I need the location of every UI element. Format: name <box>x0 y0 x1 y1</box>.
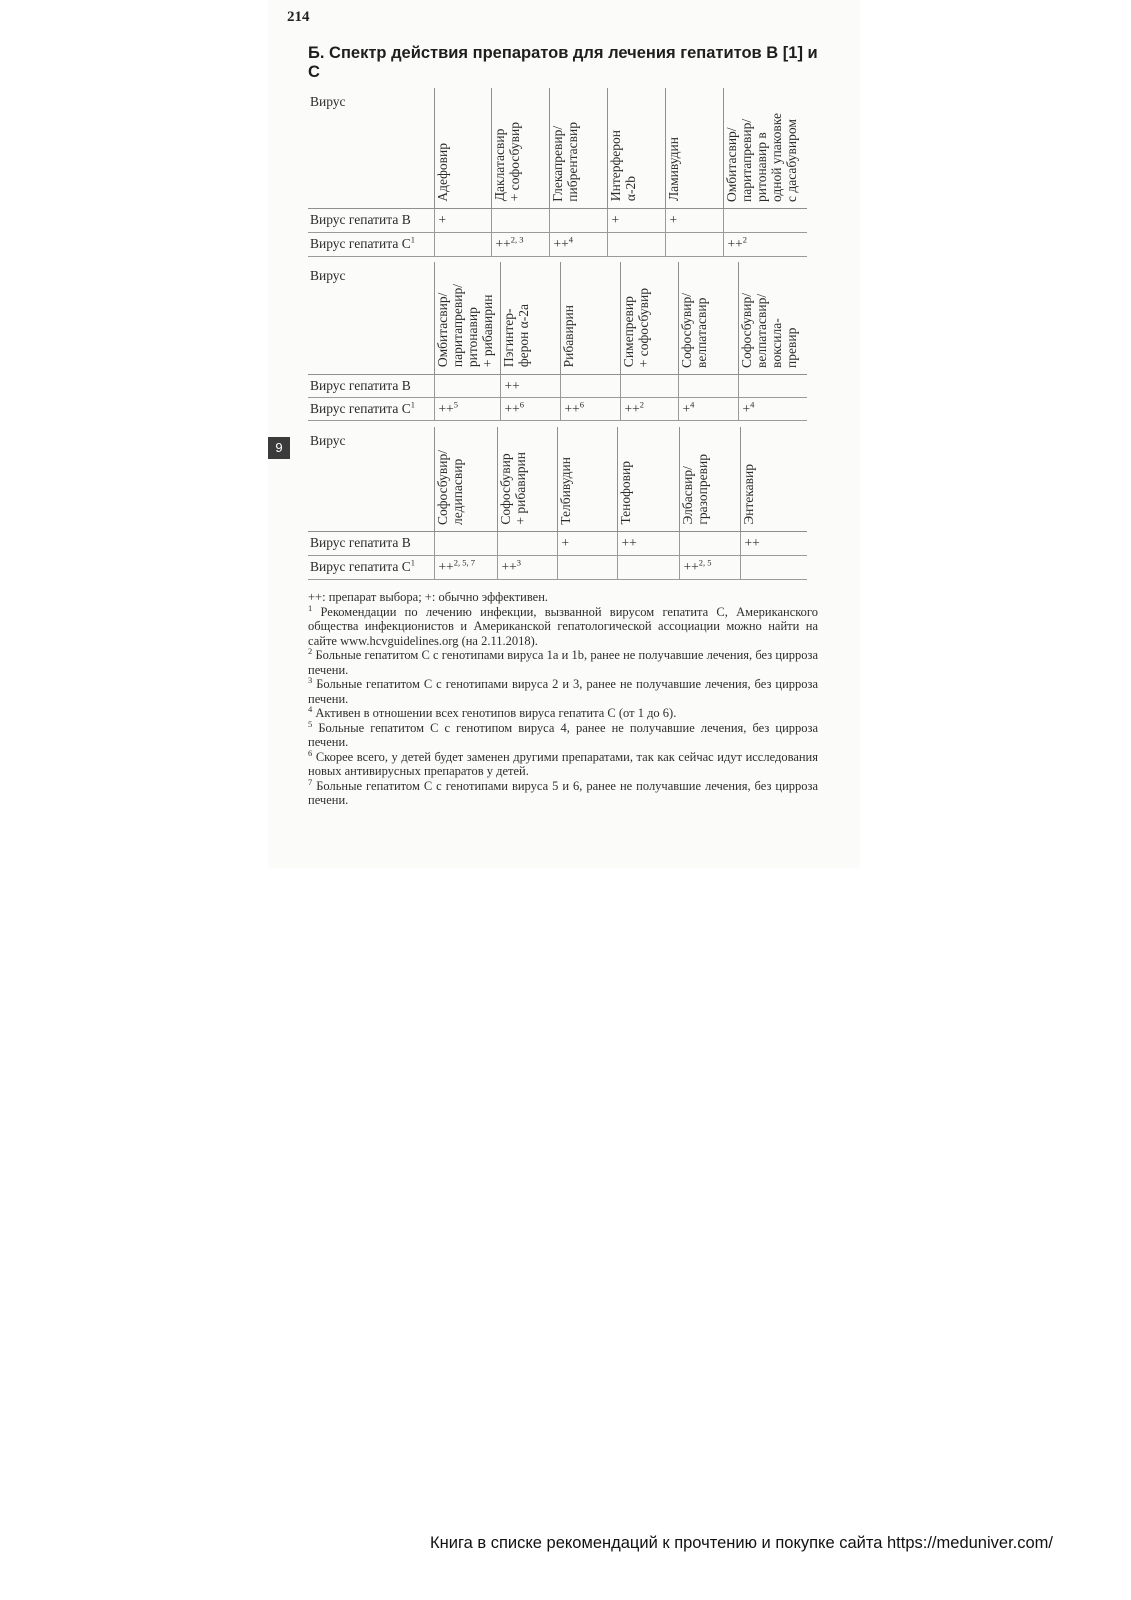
drug-column-header: Энтекавир <box>740 427 807 531</box>
efficacy-cell: ++ <box>617 531 679 555</box>
virus-name-cell: Вирус гепатита С$^1$ <box>308 555 434 579</box>
drug-column-header: Омбитасвир/ паритапревир/ ритонавир + рибавирин <box>434 262 500 374</box>
virus-name-cell: Вирус гепатита С$^1$ <box>308 232 434 256</box>
efficacy-cell: + <box>434 208 491 232</box>
footnote-mark: 7 <box>308 776 313 787</box>
efficacy-cell <box>434 531 497 555</box>
footnote-ref: 4 <box>568 234 573 245</box>
virus-column-header: Вирус <box>308 427 434 531</box>
efficacy-cell <box>434 232 491 256</box>
footnote: $^1$ Рекомендации по лечению инфекции, вызванной вирусом гепатита С, Американского общества инфекционистов и Американской гепатологической ассоциации можно найти на сайте www.hcvguidelines.org (на 2.11.2018). <box>308 602 819 648</box>
drug-column-header: Симепревир + софосбувир <box>620 262 678 374</box>
drug-column-header: Софосбувир/ ледипасвир <box>434 427 497 531</box>
table-header-row <box>308 262 807 374</box>
efficacy-cell: ++$^2$ <box>723 232 807 256</box>
footnote: $^6$ Скорее всего, у детей будет заменен другими препаратами, так как сейчас идут исследования новых антивирусных препаратов у детей. <box>308 747 819 778</box>
drug-column-header: Софосбувир + рибавирин <box>497 427 557 531</box>
footnote: $^7$ Больные гепатитом С с генотипами вируса 5 и 6, ранее не получавшие лечения, без цирроза печени. <box>308 776 818 807</box>
drug-column-header: Рибавирин <box>560 262 620 374</box>
virus-column-header: Вирус <box>308 262 434 374</box>
footnote-ref: 6 <box>519 399 524 409</box>
footnote-ref: 1 <box>410 234 415 245</box>
table-row <box>308 531 807 555</box>
efficacy-cell: ++ <box>740 531 807 555</box>
footnote-ref: 1 <box>410 557 415 568</box>
efficacy-cell <box>497 531 557 555</box>
footnote-ref: 5 <box>453 399 458 409</box>
efficacy-cell: + <box>607 208 665 232</box>
table-row <box>308 232 807 256</box>
virus-name-cell: Вирус гепатита С$^1$ <box>308 397 434 420</box>
drug-column-header: Тенофовир <box>617 427 679 531</box>
footnote-ref: 2 <box>639 399 644 409</box>
efficacy-cell: ++ <box>500 374 560 397</box>
footnote: $^5$ Больные гепатитом С с генотипом вируса 4, ранее не получавшие лечения, без цирроза печени. <box>308 718 818 749</box>
efficacy-cell <box>560 374 620 397</box>
efficacy-cell <box>738 374 807 397</box>
efficacy-cell: +$^4$ <box>738 397 807 420</box>
drug-column-header: Ламивудин <box>665 88 723 208</box>
table-footnotes <box>308 590 818 808</box>
efficacy-cell: ++$^2$ <box>620 397 678 420</box>
footnote-mark: 5 <box>308 718 313 729</box>
virus-name-cell: Вирус гепатита В <box>308 374 434 397</box>
virus-name-cell: Вирус гепатита В <box>308 531 434 555</box>
table-row <box>308 374 807 397</box>
table-row <box>308 397 807 420</box>
drug-column-header: Элбасвир/ гразопревир <box>679 427 740 531</box>
efficacy-cell <box>491 208 549 232</box>
spectrum-table-2 <box>308 262 807 421</box>
efficacy-cell: ++$^4$ <box>549 232 607 256</box>
footnote-mark: 1 <box>308 602 313 613</box>
virus-column-header: Вирус <box>308 88 434 208</box>
efficacy-cell <box>679 531 740 555</box>
efficacy-cell <box>607 232 665 256</box>
drug-column-header: Телбивудин <box>557 427 617 531</box>
footnote-mark: 2 <box>308 645 313 656</box>
drug-column-header: Адефовир <box>434 88 491 208</box>
efficacy-cell: + <box>557 531 617 555</box>
efficacy-cell <box>617 555 679 579</box>
drug-column-header: Даклатасвир + софосбувир <box>491 88 549 208</box>
chapter-tab: 9 <box>268 437 290 459</box>
efficacy-cell <box>665 232 723 256</box>
table-row <box>308 208 807 232</box>
drug-column-header: Интерферон α-2b <box>607 88 665 208</box>
efficacy-cell <box>678 374 738 397</box>
footnote-ref: 2, 5 <box>698 557 712 568</box>
efficacy-cell: + <box>665 208 723 232</box>
drug-column-header: Омбитасвир/ паритапревир/ ритонавир в одной упаковке с дасабувиром <box>723 88 807 208</box>
table-header-row <box>308 427 807 531</box>
section-title: Б. Спектр действия препаратов для лечения гепатитов В [1] и С <box>308 44 818 81</box>
efficacy-cell: ++$^5$ <box>434 397 500 420</box>
efficacy-cell: ++$^{2, 3}$ <box>491 232 549 256</box>
efficacy-cell: ++$^6$ <box>500 397 560 420</box>
footnote-ref: 3 <box>516 557 521 568</box>
drug-column-header: Софосбувир/ велпатасвир/ воксила- превир <box>738 262 807 374</box>
site-footer-banner: Книга в списке рекомендаций к прочтению и покупке сайта https://meduniver.com/ <box>430 1534 1053 1552</box>
efficacy-cell <box>740 555 807 579</box>
efficacy-cell: +$^4$ <box>678 397 738 420</box>
footnote-ref: 1 <box>410 399 415 409</box>
virus-name-cell: Вирус гепатита В <box>308 208 434 232</box>
page-number: 214 <box>287 9 310 25</box>
footnote-ref: 4 <box>750 399 755 409</box>
footnote-ref: 2, 5, 7 <box>453 557 475 568</box>
table-row <box>308 555 807 579</box>
footnote: ++: препарат выбора; +: обычно эффективен. <box>308 590 549 604</box>
footnote-ref: 6 <box>579 399 584 409</box>
efficacy-cell: ++$^6$ <box>560 397 620 420</box>
footnote-mark: 6 <box>308 747 313 758</box>
efficacy-cell <box>434 374 500 397</box>
footnote-mark: 4 <box>308 703 313 714</box>
footnote: $^3$ Больные гепатитом С с генотипами вируса 2 и 3, ранее не получавшие лечения, без цирроза печени. <box>308 674 818 706</box>
drug-column-header: Пэгинтер- ферон α-2a <box>500 262 560 374</box>
spectrum-table-1 <box>308 88 807 257</box>
drug-column-header: Софосбувир/ велпатасвир <box>678 262 738 374</box>
footnote-ref: 2, 3 <box>510 234 524 245</box>
efficacy-cell <box>549 208 607 232</box>
efficacy-cell: ++$^3$ <box>497 555 557 579</box>
footnote-ref: 4 <box>690 399 695 409</box>
efficacy-cell <box>723 208 807 232</box>
spectrum-table-3 <box>308 427 807 580</box>
footnote: $^2$ Больные гепатитом С с генотипами вируса 1а и 1b, ранее не получавшие лечения, без цирроза печени. <box>308 645 818 677</box>
efficacy-cell <box>557 555 617 579</box>
efficacy-cell: ++$^{2, 5}$ <box>679 555 740 579</box>
footnote-mark: 3 <box>308 674 313 685</box>
efficacy-cell: ++$^{2, 5, 7}$ <box>434 555 497 579</box>
footnote-ref: 2 <box>742 234 747 245</box>
efficacy-cell <box>620 374 678 397</box>
table-header-row <box>308 88 807 208</box>
drug-column-header: Глекапревир/ пибрентасвир <box>549 88 607 208</box>
footnote: $^4$ Активен в отношении всех генотипов вируса гепатита С (от 1 до 6). <box>308 703 677 720</box>
